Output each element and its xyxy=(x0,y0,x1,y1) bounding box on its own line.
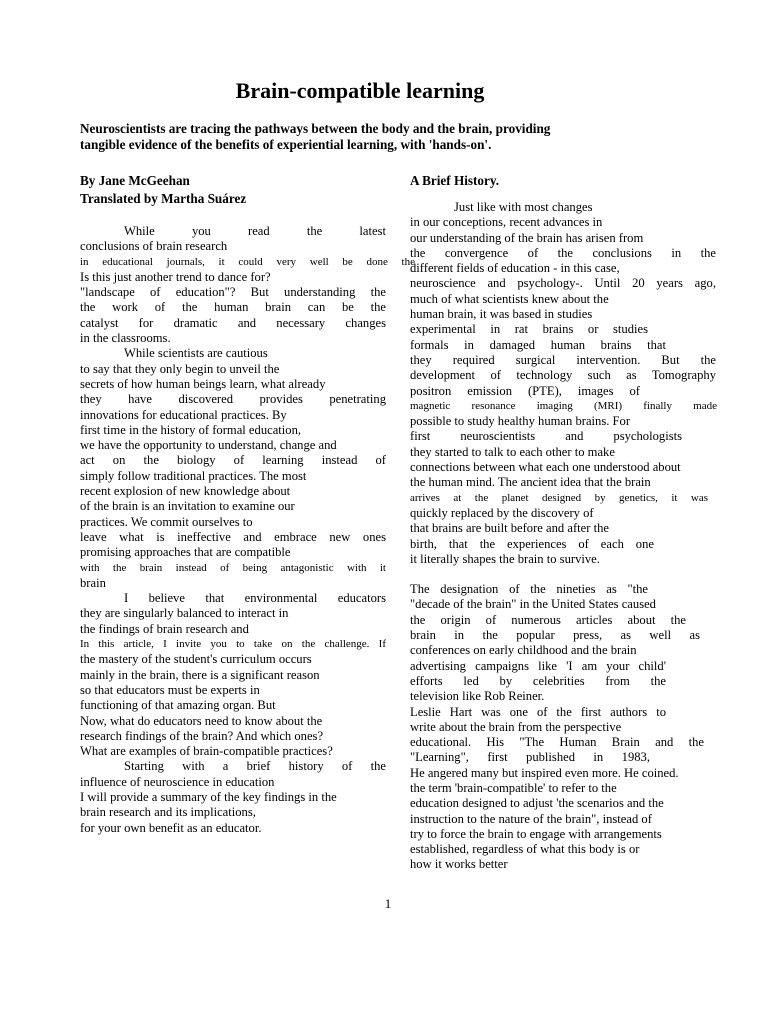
text-line: influence of neuroscience in education xyxy=(80,774,275,789)
text-line: Just like with most changes xyxy=(454,200,593,214)
text-line: conferences on early childhood and the brain xyxy=(410,643,637,658)
text-line: with the brain instead of being antagonistic with it xyxy=(80,561,386,574)
text-line: brain in the popular press, as well as xyxy=(410,628,700,643)
text-line: simply follow traditional practices. The most xyxy=(80,468,307,483)
text-line: the mastery of the student's curriculum occurs xyxy=(80,652,312,667)
text-line: I will provide a summary of the key findings in the xyxy=(80,789,337,804)
text-line: birth, that the experiences of each one xyxy=(410,536,654,551)
text-line: leave what is ineffective and embrace new ones xyxy=(80,529,386,544)
section-heading xyxy=(410,172,716,190)
text-line: conclusions of brain research xyxy=(80,239,228,254)
text-line: "landscape of education"? But understanding the xyxy=(80,285,386,300)
text-line: we have the opportunity to understand, change and xyxy=(80,438,337,453)
text-line: promising approaches that are compatible xyxy=(80,545,291,560)
right-body xyxy=(410,200,716,873)
text-line: formals in damaged human brains that xyxy=(410,337,666,352)
text-line: What are examples of brain-compatible practices? xyxy=(80,744,333,759)
text-line: practices. We commit ourselves to xyxy=(80,514,253,529)
text-line: I believe that environmental educators xyxy=(124,591,386,606)
text-line: in the classrooms. xyxy=(80,331,171,346)
text-line: instruction to the nature of the brain", instead of xyxy=(410,811,652,826)
text-line: secrets of how human beings learn, what already xyxy=(80,376,326,391)
text-line: advertising campaigns like 'I am your child' xyxy=(410,658,666,673)
text-line: mainly in the brain, there is a significant reason xyxy=(80,667,320,682)
text-line: positron emission (PTE), images of xyxy=(410,383,640,398)
document-title: Brain-compatible learning xyxy=(235,78,485,103)
text-line: television like Rob Reiner. xyxy=(410,689,545,704)
text-line: so that educators must be experts in xyxy=(80,682,260,697)
paragraph-gap xyxy=(410,567,716,582)
text-line: different fields of education - in this case, xyxy=(410,261,620,276)
text-line: it literally shapes the brain to survive. xyxy=(410,551,600,566)
text-line: neuroscience and psychology-. Until 20 years ago, xyxy=(410,276,716,291)
right-column xyxy=(410,172,716,873)
text-line: While scientists are cautious xyxy=(124,346,268,361)
text-line: magnetic resonance imaging (MRI) finally made xyxy=(410,399,717,412)
text-line: first neuroscientists and psychologists xyxy=(410,429,682,444)
text-line: quickly replaced by the discovery of xyxy=(410,505,594,520)
intro-line: Neuroscientists are tracing the pathways between the body and the brain, providing xyxy=(80,121,551,136)
text-line: The designation of the nineties as "the xyxy=(410,582,648,597)
text-line: development of technology such as Tomography xyxy=(410,368,716,383)
text-line: our understanding of the brain has arisen from xyxy=(410,230,644,245)
section-heading-text: A Brief History. xyxy=(410,173,500,188)
page-number: 1 xyxy=(384,896,392,911)
intro-line: tangible evidence of the benefits of experiential learning, with 'hands-on'. xyxy=(80,137,492,152)
text-line: "Learning", first published in 1983, xyxy=(410,750,650,765)
text-line: first time in the history of formal education, xyxy=(80,422,302,437)
text-line: possible to study healthy human brains. For xyxy=(410,414,631,429)
text-line: the origin of numerous articles about the xyxy=(410,612,686,627)
text-line: Starting with a brief history of the xyxy=(124,759,386,774)
text-line: efforts led by celebrities from the xyxy=(410,673,666,688)
text-line: in educational journals, it could very well be done the xyxy=(80,255,415,268)
intro-paragraph xyxy=(80,121,680,153)
text-line: of the brain is an invitation to examine our xyxy=(80,499,295,514)
text-line: the work of the human brain can be the xyxy=(80,300,386,315)
text-line: the human mind. The ancient idea that the brain xyxy=(410,475,651,490)
text-line: try to force the brain to engage with arrangements xyxy=(410,826,662,841)
text-line: the findings of brain research and xyxy=(80,621,249,636)
text-line: He angered many but inspired even more. He coined. xyxy=(410,765,679,780)
text-line: "decade of the brain" in the United States caused xyxy=(410,597,656,612)
text-line: they required surgical intervention. But the xyxy=(410,352,716,367)
text-line: act on the biology of learning instead of xyxy=(80,453,386,468)
text-line: connections between what each one understood about xyxy=(410,460,681,475)
author: By Jane McGeehan xyxy=(80,173,190,188)
text-line: in our conceptions, recent advances in xyxy=(410,215,603,230)
text-line: catalyst for dramatic and necessary changes xyxy=(80,315,386,330)
left-column xyxy=(80,172,415,836)
text-line: much of what scientists knew about the xyxy=(410,291,609,306)
text-line: they are singularly balanced to interact in xyxy=(80,606,289,621)
byline xyxy=(80,172,386,208)
text-line: brain research and its implications, xyxy=(80,805,256,820)
text-line: they started to talk to each other to make xyxy=(410,444,615,459)
text-line: brain xyxy=(80,575,106,590)
text-line: experimental in rat brains or studies xyxy=(410,322,648,337)
text-line: how it works better xyxy=(410,857,508,872)
text-line: Is this just another trend to dance for? xyxy=(80,269,271,284)
text-line: established, regardless of what this body is or xyxy=(410,842,640,857)
text-line: Now, what do educators need to know about the xyxy=(80,713,323,728)
text-line: arrives at the planet designed by genetics, it was xyxy=(410,491,708,504)
text-line: the convergence of the conclusions in the xyxy=(410,245,716,260)
text-line: While you read the latest xyxy=(124,224,386,238)
text-line: innovations for educational practices. By xyxy=(80,407,287,422)
text-line: research findings of the brain? And which ones? xyxy=(80,728,324,743)
text-line: to say that they only begin to unveil the xyxy=(80,361,280,376)
text-line: human brain, it was based in studies xyxy=(410,307,593,322)
text-line: for your own benefit as an educator. xyxy=(80,820,262,835)
text-line: In this article, I invite you to take on the challenge. If xyxy=(80,638,386,651)
text-line: write about the brain from the perspective xyxy=(410,719,622,734)
text-line: educational. His "The Human Brain and the xyxy=(410,735,704,750)
text-line: that brains are built before and after the xyxy=(410,521,609,536)
left-body xyxy=(80,224,415,836)
text-line: the term 'brain-compatible' to refer to the xyxy=(410,780,617,795)
text-line: recent explosion of new knowledge about xyxy=(80,484,291,499)
text-line: they have discovered provides penetrating xyxy=(80,392,386,407)
translator: Translated by Martha Suárez xyxy=(80,191,247,206)
text-line: Leslie Hart was one of the first authors to xyxy=(410,704,666,719)
text-line: functioning of that amazing organ. But xyxy=(80,698,276,713)
text-line: education designed to adjust 'the scenarios and the xyxy=(410,796,664,811)
